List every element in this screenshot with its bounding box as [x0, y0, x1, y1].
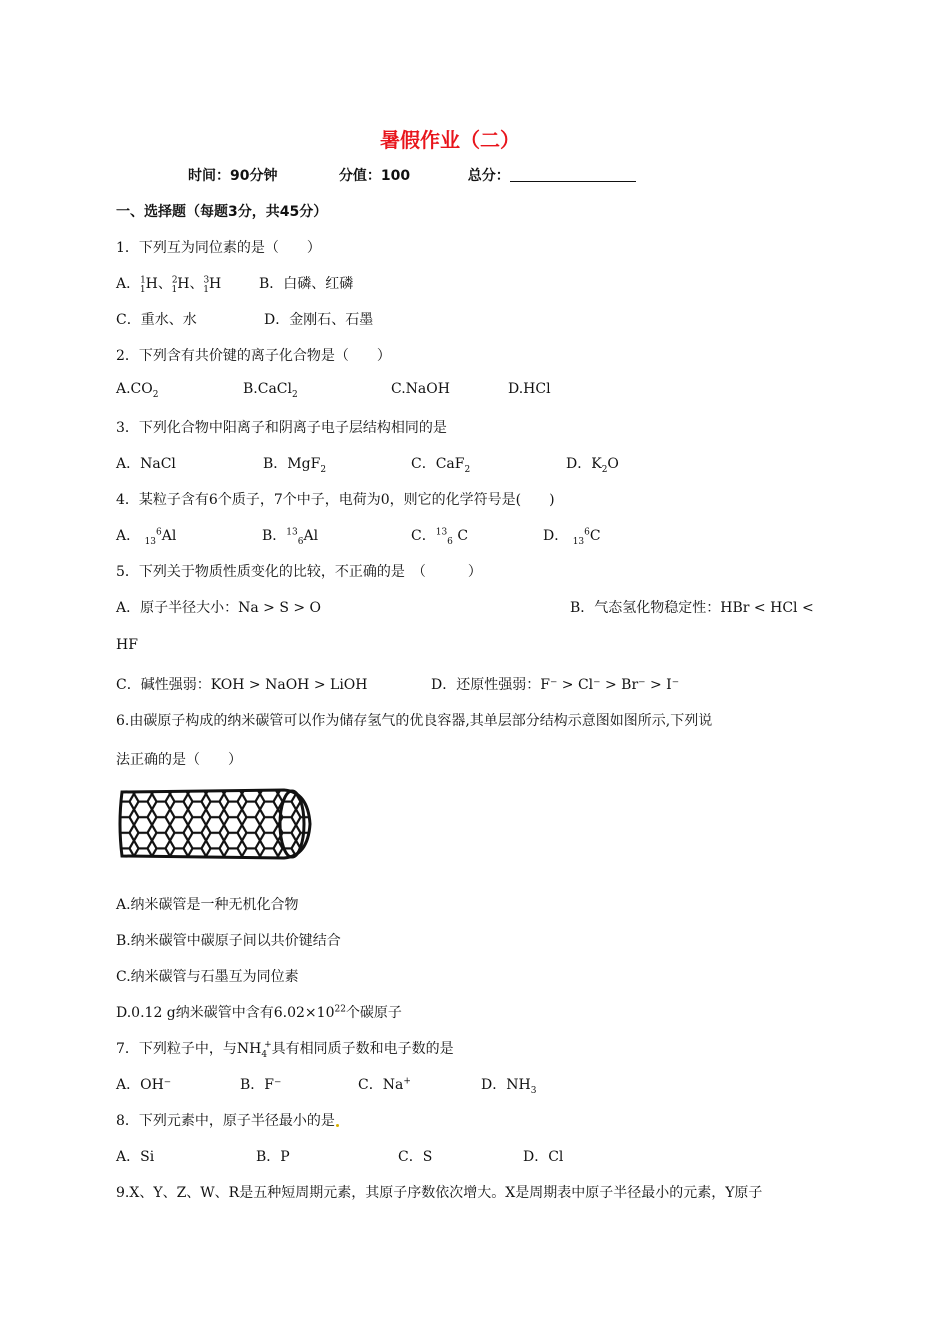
- q8-option-c: C．S: [398, 1149, 433, 1165]
- question-6-stem-line1: 6.由碳原子构成的纳米碳管可以作为储存氢气的优良容器,其单层部分结构示意图如图所示,下列说: [116, 713, 713, 729]
- q4-option-c: C．$^{13}_6$ C: [411, 527, 469, 547]
- question-3-stem: 3．下列化合物中阳离子和阴离子电子层结构相同的是: [116, 420, 447, 436]
- question-9-stem: 9.X、Y、Z、W、R是五种短周期元素，其原子序数依次增大。X是周期表中原子半径最小的元素，Y原子: [116, 1185, 763, 1201]
- q3-option-c: C．CaF$_2$: [411, 456, 471, 475]
- q5-option-b-continued: HF: [116, 637, 138, 653]
- question-1-options-ab: [116, 273, 221, 295]
- q6-option-d: D.0.12 g纳米碳管中含有$6.02\times 10^{22}$个碳原子: [116, 1004, 402, 1021]
- q2-option-b: B.CaCl$_2$: [243, 381, 298, 400]
- q8-option-b: B．P: [256, 1149, 290, 1165]
- question-1-stem: 1．下列互为同位素的是（ ）: [116, 240, 321, 256]
- q5-option-b: B．气态氢化物稳定性：HBr < HCl <: [570, 600, 814, 616]
- question-7-stem: 7．下列粒子中，与$NH_4^+$具有相同质子数和电子数的是: [116, 1040, 454, 1060]
- q2-option-d: D.HCl: [508, 381, 551, 397]
- total-blank: [510, 167, 636, 182]
- q6-option-a: A.纳米碳管是一种无机化合物: [116, 897, 299, 913]
- q1-option-a: A．$^1_1$H、$^2_1$H、$^3_1$H: [116, 275, 222, 295]
- total-label: 总分：: [467, 168, 510, 184]
- section-heading: 一、选择题（每题3分，共45分）: [116, 204, 328, 220]
- q2-option-a: $A.CO_2$: [116, 381, 159, 400]
- q3-option-d: D．$K_2O$: [566, 456, 619, 475]
- question-6-stem-line2: 法正确的是（ ）: [116, 752, 242, 768]
- q8-option-a: A．Si: [116, 1149, 155, 1165]
- q7-option-a: A．OH⁻: [116, 1077, 172, 1093]
- time-label: 时间：90分钟: [188, 168, 278, 184]
- page-title: 暑假作业（二）: [380, 128, 520, 152]
- q5-option-d: D．还原性强弱：F⁻ > Cl⁻ > Br⁻ > I⁻: [431, 677, 680, 693]
- q1-option-c: C．重水、水: [116, 312, 197, 328]
- q4-option-b: B．$^{13}_6$Al: [262, 527, 319, 547]
- q8-option-d: D．Cl: [523, 1149, 564, 1165]
- question-8-stem: 8．下列元素中，原子半径最小的是: [116, 1110, 339, 1130]
- q3-option-a: A．NaCl: [116, 456, 176, 472]
- q2-option-c: C.NaOH: [391, 381, 450, 397]
- q7-option-c: C．Na+: [358, 1076, 411, 1093]
- q6-option-c: C.纳米碳管与石墨互为同位素: [116, 969, 299, 985]
- nanotube-figure: [116, 786, 312, 862]
- q4-option-a: A． $_{13}^6$Al: [116, 527, 177, 547]
- question-2-stem: 2．下列含有共价键的离子化合物是（ ）: [116, 348, 391, 364]
- q1-option-d: D．金刚石、石墨: [264, 312, 374, 328]
- q7-option-b: B．F⁻: [240, 1077, 282, 1093]
- exam-meta: [188, 165, 636, 185]
- q5-option-c: C．碱性强弱：KOH > NaOH > LiOH: [116, 677, 368, 693]
- q4-option-d: D． $_{13}^6$C: [543, 527, 601, 547]
- q5-option-a: A．原子半径大小：Na > S > O: [116, 600, 322, 616]
- score-value-label: 分值：100: [338, 168, 411, 184]
- question-5-stem: 5．下列关于物质性质变化的比较，不正确的是 （ ）: [116, 564, 482, 580]
- yellow-dot-mark: [336, 1124, 339, 1127]
- q3-option-b: B．MgF$_2$: [263, 456, 327, 475]
- question-4-stem: 4．某粒子含有6个质子，7个中子，电荷为0，则它的化学符号是( ): [116, 492, 555, 508]
- q6-option-b: B.纳米碳管中碳原子间以共价键结合: [116, 933, 341, 949]
- q1-option-b: B．白磷、红磷: [259, 276, 354, 292]
- q7-option-d: D．$NH_3$: [481, 1077, 537, 1096]
